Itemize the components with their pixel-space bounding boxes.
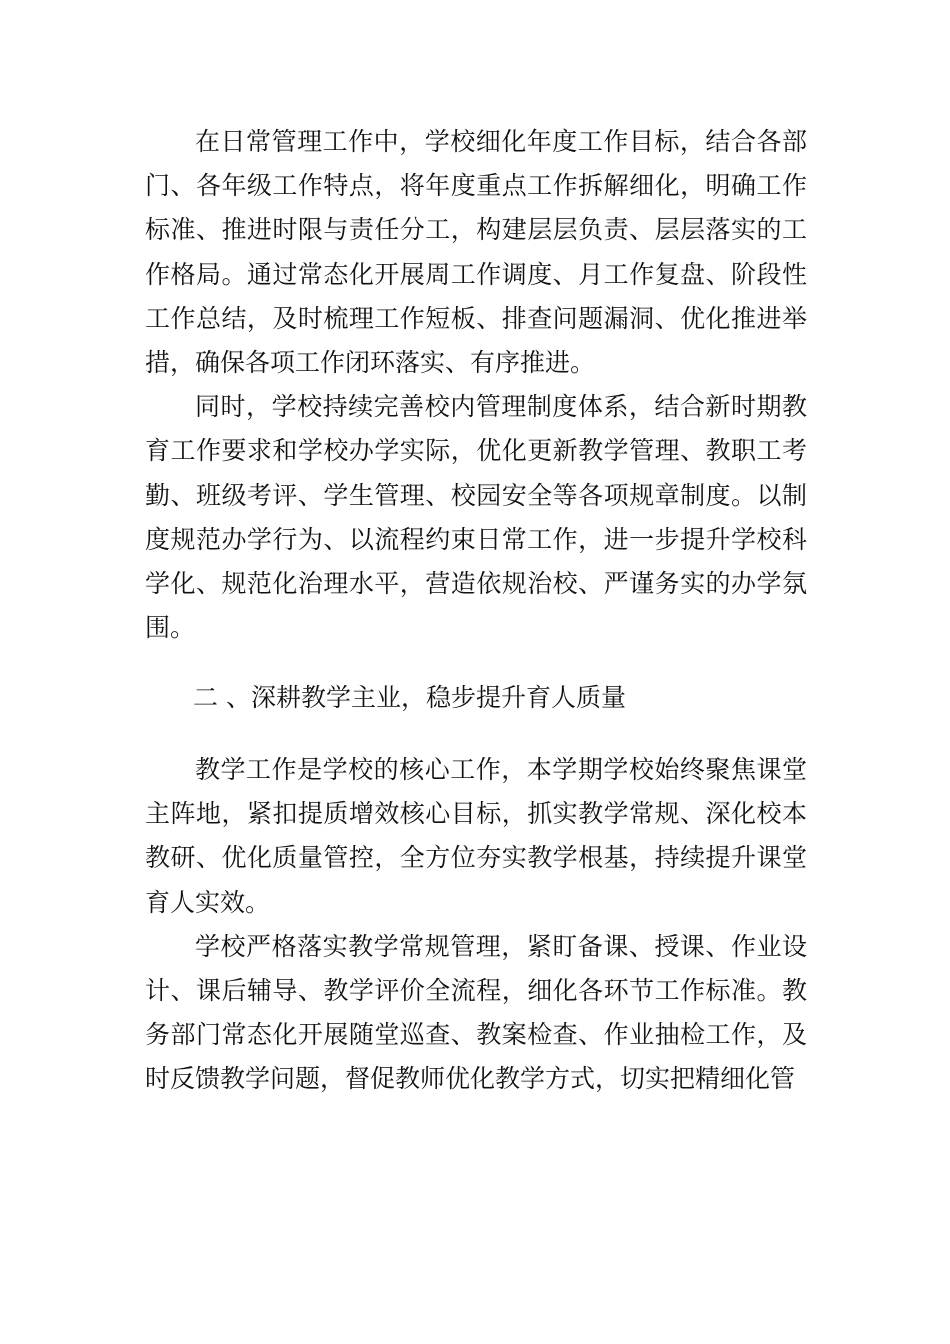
paragraph-daily-management: 在日常管理工作中，学校细化年度工作目标，结合各部门、各年级工作特点，将年度重点工作拆解细化，明确工作标准、推进时限与责任分工，构建层层负责、层层落实的工作格局。通过常态化开展周工作调度、月工作复盘、阶段性工作总结，及时梳理工作短板、排查问题漏洞、优化推进举措，确保各项工作闭环落实、有序推进。: [145, 127, 807, 378]
body-text-bottom: [145, 748, 807, 1102]
section-heading: 二 、深耕教学主业，稳步提升育人质量: [193, 683, 626, 712]
body-text-top: [145, 120, 807, 650]
paragraph-teaching-routine: 学校严格落实教学常规管理，紧盯备课、授课、作业设计、课后辅导、教学评价全流程，细化各环节工作标准。教务部门常态化开展随堂巡查、教案检查、作业抽检工作，及时反馈教学问题，督促教师优化教学方式，切实把精细化管: [145, 931, 807, 1094]
paragraph-teaching-core: 教学工作是学校的核心工作，本学期学校始终聚焦课堂主阵地，紧扣提质增效核心目标，抓实教学常规、深化校本教研、优化质量管控，全方位夯实教学根基，持续提升课堂育人实效。: [145, 755, 807, 917]
paragraph-rules-system: 同时，学校持续完善校内管理制度体系，结合新时期教育工作要求和学校办学实际，优化更新教学管理、教职工考勤、班级考评、学生管理、校园安全等各项规章制度。以制度规范办学行为、以流程约束日常工作，进一步提升学校科学化、规范化治理水平，营造依规治校、严谨务实的办学氛围。: [145, 392, 807, 643]
